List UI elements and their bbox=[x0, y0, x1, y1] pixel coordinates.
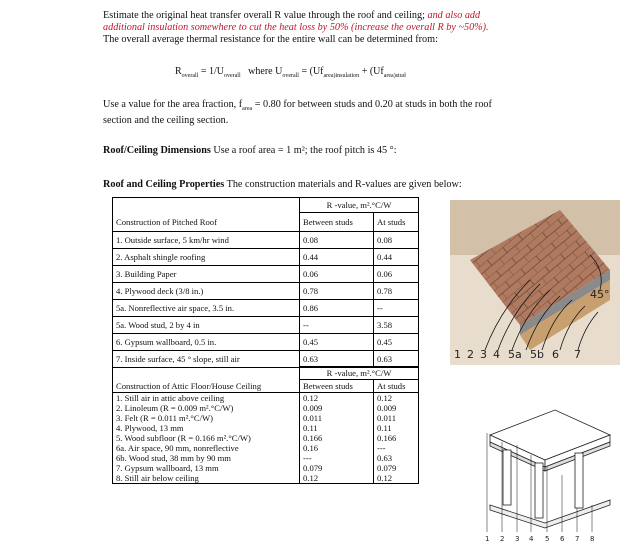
roof-table-cell: 3. Building Paper bbox=[113, 265, 300, 282]
roof-angle-label: 45° bbox=[590, 288, 610, 301]
formula-u2-sub: overall bbox=[282, 73, 299, 79]
roof-layer-label: 4 bbox=[493, 348, 500, 361]
roof-table-cell: 0.45 bbox=[374, 333, 419, 350]
ceiling-table-cell: 6b. Wood stud, 38 mm by 90 mm bbox=[113, 453, 300, 463]
ceiling-table-cell: 0.63 bbox=[374, 453, 419, 463]
roof-table-row bbox=[113, 316, 419, 333]
roof-layer-label: 5a bbox=[508, 348, 522, 361]
roof-table-unit-header: R -value, m².°C/W bbox=[300, 198, 419, 213]
roof-layer-label: 5b bbox=[530, 348, 544, 361]
house-stud-2 bbox=[535, 463, 543, 518]
roof-table-row bbox=[113, 265, 419, 282]
ceiling-table-cell: 6a. Air space, 90 mm, nonreflective bbox=[113, 443, 300, 453]
ceiling-table-cell: 2. Linoleum (R = 0.009 m².°C/W) bbox=[113, 403, 300, 413]
formula-area-sub: area bbox=[323, 73, 334, 79]
roof-table-cell: 0.06 bbox=[300, 265, 374, 282]
intro-line3: The overall average thermal resistance for the entire wall can be determined from: bbox=[103, 34, 438, 45]
ceiling-table-row bbox=[113, 403, 419, 413]
ceiling-table-col1-header: Construction of Attic Floor/House Ceiling bbox=[113, 380, 300, 393]
house-layer-label: 4 bbox=[529, 535, 534, 543]
ceiling-table-row bbox=[113, 413, 419, 423]
ceiling-table-cell: 4. Plywood, 13 mm bbox=[113, 423, 300, 433]
roof-table-cell: 0.78 bbox=[374, 282, 419, 299]
roof-table-cell: 0.63 bbox=[374, 350, 419, 367]
roof-table-cell: 5a. Nonreflective air space, 3.5 in. bbox=[113, 299, 300, 316]
house-layer-label: 5 bbox=[545, 535, 550, 543]
roof-table-cell: 4. Plywood deck (3/8 in.) bbox=[113, 282, 300, 299]
roof-table-cell: 0.78 bbox=[300, 282, 374, 299]
ceiling-table-cell: 0.011 bbox=[374, 413, 419, 423]
ceiling-table-cell: 7. Gypsum wallboard, 13 mm bbox=[113, 463, 300, 473]
house-layer-label: 7 bbox=[575, 535, 580, 543]
formula bbox=[175, 66, 406, 79]
roof-table-cell: 0.45 bbox=[300, 333, 374, 350]
roof-table-cell: 1. Outside surface, 5 km/hr wind bbox=[113, 231, 300, 248]
intro-paragraph bbox=[103, 10, 489, 46]
ceiling-table-cell: 0.011 bbox=[300, 413, 374, 423]
roof-layer-label: 7 bbox=[574, 348, 581, 361]
roof-table-row bbox=[113, 248, 419, 265]
ceiling-table-cell: --- bbox=[374, 443, 419, 453]
roof-table-cell: 5a. Wood stud, 2 by 4 in bbox=[113, 316, 300, 333]
area-fraction-line2: section and the ceiling section. bbox=[103, 115, 229, 127]
roof-table-col3-header: At studs bbox=[374, 213, 419, 232]
roof-table-col1-header: Construction of Pitched Roof bbox=[113, 213, 300, 232]
roof-table-col2-header: Between studs bbox=[300, 213, 374, 232]
roof-table bbox=[112, 197, 419, 368]
ceiling-table-cell: 0.12 bbox=[374, 473, 419, 484]
roof-table-cell: 0.06 bbox=[374, 265, 419, 282]
house-layer-labels bbox=[485, 535, 594, 543]
ceiling-table-cell: 0.16 bbox=[300, 443, 374, 453]
ceiling-table-cell: 0.009 bbox=[300, 403, 374, 413]
ceiling-table-row bbox=[113, 423, 419, 433]
ceiling-table-cell: 0.166 bbox=[300, 433, 374, 443]
ceiling-table-row bbox=[113, 473, 419, 484]
house-stud-1 bbox=[503, 450, 511, 505]
properties-heading: Roof and Ceiling Properties bbox=[103, 179, 225, 190]
formula-ins-sub: )insulation bbox=[333, 73, 360, 79]
ceiling-table-unit-header: R -value, m².°C/W bbox=[300, 367, 419, 380]
ceiling-table-cell: 0.079 bbox=[300, 463, 374, 473]
formula-stud-sub: )stud bbox=[393, 73, 406, 79]
properties-paragraph bbox=[103, 179, 462, 191]
ceiling-table-cell: 0.079 bbox=[374, 463, 419, 473]
roof-table-cell: 7. Inside surface, 45 ° slope, still air bbox=[113, 350, 300, 367]
ceiling-layers-figure bbox=[475, 405, 620, 545]
ceiling-table-row bbox=[113, 392, 419, 403]
roof-table-cell: 2. Asphalt shingle roofing bbox=[113, 248, 300, 265]
roof-table-row bbox=[113, 299, 419, 316]
roof-table-row bbox=[113, 282, 419, 299]
house-layer-label: 1 bbox=[485, 535, 490, 543]
roof-table-cell: 0.44 bbox=[300, 248, 374, 265]
area-fraction-line1b: = 0.80 for between studs and 0.20 at studs in both the roof bbox=[254, 99, 492, 110]
roof-layer-label: 6 bbox=[552, 348, 559, 361]
roof-table-cell: 0.44 bbox=[374, 248, 419, 265]
house-layer-label: 8 bbox=[590, 535, 595, 543]
ceiling-table-cell: 0.009 bbox=[374, 403, 419, 413]
formula-where: where U bbox=[248, 66, 283, 77]
ceiling-table-col3-header: At studs bbox=[374, 380, 419, 393]
ceiling-table-cell: 0.11 bbox=[374, 423, 419, 433]
roof-layer-label: 2 bbox=[467, 348, 474, 361]
ceiling-table-cell: 0.11 bbox=[300, 423, 374, 433]
roof-layer-label: 1 bbox=[454, 348, 461, 361]
area-fraction-paragraph bbox=[103, 99, 492, 127]
intro-line2-red: additional insulation somewhere to cut the heat loss by 50% (increase the overall R by ~50%). bbox=[103, 22, 489, 33]
ceiling-table-cell: 0.12 bbox=[300, 392, 374, 403]
formula-eq2: = (Uf bbox=[301, 66, 324, 77]
ceiling-table bbox=[112, 366, 419, 484]
roof-layer-label: 3 bbox=[480, 348, 487, 361]
roof-table-cell: -- bbox=[374, 299, 419, 316]
roof-table-cell: 0.08 bbox=[300, 231, 374, 248]
formula-r: R bbox=[175, 66, 182, 77]
dimensions-text: Use a roof area = 1 m²; the roof pitch is 45 °: bbox=[213, 145, 397, 156]
ceiling-table-cell: 0.166 bbox=[374, 433, 419, 443]
ceiling-table-row bbox=[113, 443, 419, 453]
roof-table-cell: 3.58 bbox=[374, 316, 419, 333]
roof-layers-figure bbox=[450, 200, 620, 365]
ceiling-table-cell: 5. Wood subfloor (R = 0.166 m².°C/W) bbox=[113, 433, 300, 443]
house-stud-3 bbox=[575, 453, 583, 508]
roof-table-blank bbox=[113, 198, 300, 213]
roof-table-row bbox=[113, 350, 419, 367]
house-layer-label: 3 bbox=[515, 535, 520, 543]
intro-line1: Estimate the original heat transfer overall R value through the roof and ceiling; bbox=[103, 10, 425, 21]
formula-area2-sub: area bbox=[383, 73, 394, 79]
house-layer-label: 6 bbox=[560, 535, 565, 543]
ceiling-table-blank bbox=[113, 367, 300, 380]
formula-eq1: = 1/U bbox=[200, 66, 224, 77]
formula-r-sub: overall bbox=[181, 73, 199, 79]
ceiling-table-cell: 8. Still air below ceiling bbox=[113, 473, 300, 484]
roof-table-cell: 0.63 bbox=[300, 350, 374, 367]
ceiling-table-cell: 1. Still air in attic above ceiling bbox=[113, 392, 300, 403]
area-fraction-sub: area bbox=[242, 106, 253, 113]
ceiling-table-row bbox=[113, 463, 419, 473]
ceiling-table-cell: 0.12 bbox=[374, 392, 419, 403]
roof-table-cell: 6. Gypsum wallboard, 0.5 in. bbox=[113, 333, 300, 350]
ceiling-table-cell: 3. Felt (R = 0.011 m².°C/W) bbox=[113, 413, 300, 423]
ceiling-table-cell: 0.12 bbox=[300, 473, 374, 484]
roof-table-row bbox=[113, 231, 419, 248]
ceiling-table-row bbox=[113, 433, 419, 443]
dimensions-heading: Roof/Ceiling Dimensions bbox=[103, 145, 211, 156]
intro-line1-red: and also add bbox=[427, 10, 481, 21]
roof-table-cell: 0.86 bbox=[300, 299, 374, 316]
roof-table-cell: 0.08 bbox=[374, 231, 419, 248]
roof-table-row bbox=[113, 333, 419, 350]
ceiling-table-row bbox=[113, 453, 419, 463]
house-layer-label: 2 bbox=[500, 535, 505, 543]
dimensions-paragraph bbox=[103, 145, 397, 157]
ceiling-table-col2-header: Between studs bbox=[300, 380, 374, 393]
ceiling-table-cell: --- bbox=[300, 453, 374, 463]
properties-text: The construction materials and R-values are given below: bbox=[226, 179, 462, 190]
area-fraction-line1: Use a value for the area fraction, f bbox=[103, 99, 243, 110]
roof-table-cell: -- bbox=[300, 316, 374, 333]
formula-u-sub: overall bbox=[223, 73, 241, 79]
formula-plus: + (Uf bbox=[361, 66, 384, 77]
